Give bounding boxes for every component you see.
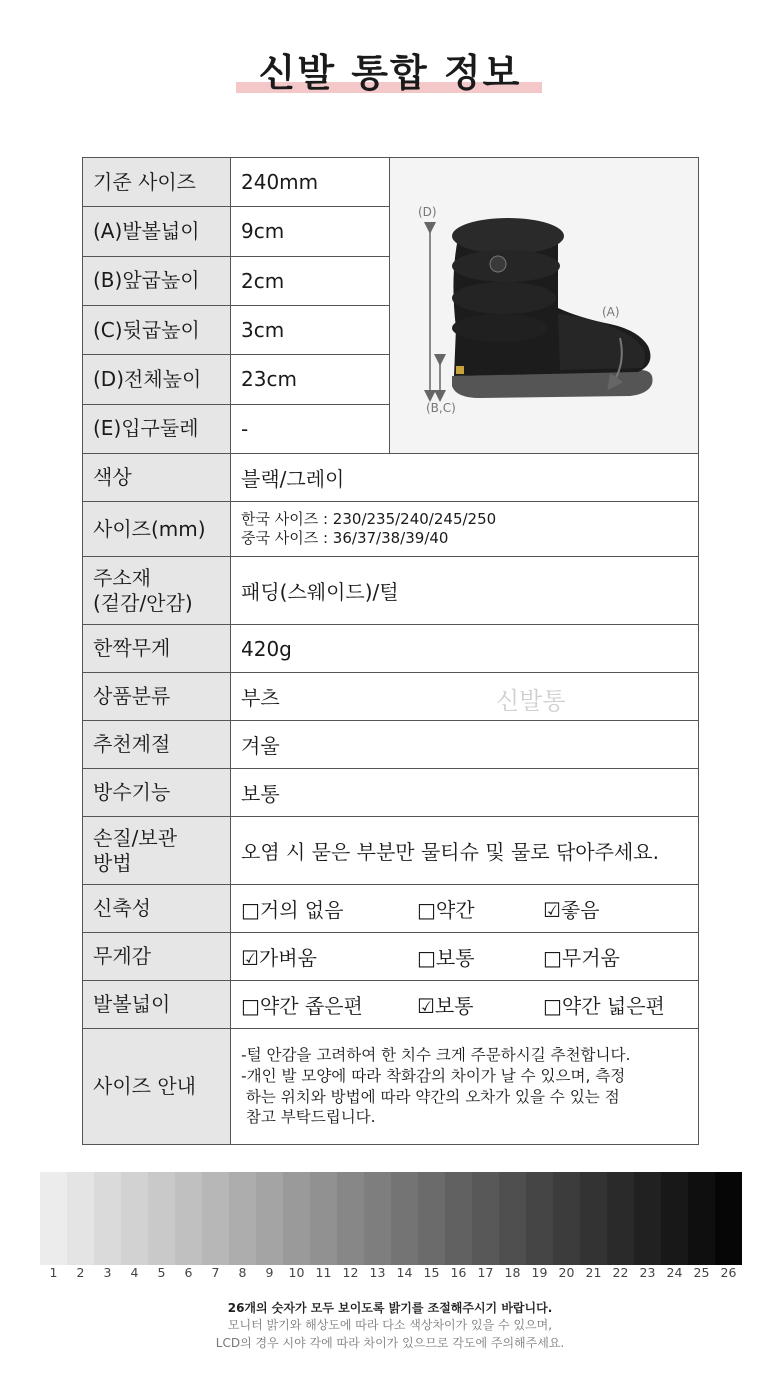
width-option-wide: □약간 넓은편 — [543, 994, 665, 1018]
row-value: - — [231, 404, 390, 453]
gradient-swatch — [364, 1172, 391, 1265]
season-value: 겨울 — [231, 721, 699, 769]
gradient-number: 13 — [369, 1265, 386, 1280]
gradient-number: 19 — [531, 1265, 548, 1280]
table-row — [83, 885, 699, 933]
gradient-number: 1 — [49, 1265, 58, 1280]
gradient-swatch — [607, 1172, 634, 1265]
brightness-gradient — [40, 1172, 742, 1265]
gradient-number: 8 — [238, 1265, 247, 1280]
weight-label: 한짝무게 — [83, 625, 231, 673]
note-line-2: 모니터 밝기와 해상도에 따라 다소 색상차이가 있을 수 있으며, — [227, 1318, 553, 1333]
gradient-swatch — [661, 1172, 688, 1265]
boot-diagram-cell — [390, 158, 699, 454]
stretch-options — [231, 885, 699, 933]
table-row — [83, 673, 699, 721]
material-label-line2: (겉감/안감) — [93, 590, 193, 615]
gradient-swatch — [229, 1172, 256, 1265]
gradient-number: 24 — [666, 1265, 683, 1280]
page-title: 신발 통합 정보 — [258, 51, 522, 95]
gradient-number: 11 — [315, 1265, 332, 1280]
gradient-swatch — [472, 1172, 499, 1265]
category-label: 상품분류 — [83, 673, 231, 721]
width-option-normal: ☑보통 — [417, 994, 474, 1018]
table-row — [83, 981, 699, 1029]
row-value: 240mm — [231, 158, 390, 207]
gradient-number: 3 — [103, 1265, 112, 1280]
material-label — [83, 557, 231, 625]
material-label-line1: 주소재 — [93, 565, 151, 590]
row-value: 23cm — [231, 355, 390, 404]
gradient-swatch — [634, 1172, 661, 1265]
row-label: 기준 사이즈 — [83, 158, 231, 207]
label-d: (D) — [418, 205, 437, 219]
table-row — [83, 721, 699, 769]
row-label: (A)발볼넓이 — [83, 207, 231, 256]
weight-value: 420g — [231, 625, 699, 673]
gradient-number: 2 — [76, 1265, 85, 1280]
weight-option-heavy: □무거움 — [543, 946, 620, 970]
size-value — [231, 502, 699, 557]
gradient-number: 20 — [558, 1265, 575, 1280]
waterproof-label: 방수기능 — [83, 769, 231, 817]
title-wrap — [0, 42, 780, 97]
color-value: 블랙/그레이 — [231, 454, 699, 502]
gradient-number: 18 — [504, 1265, 521, 1280]
weight-option-normal: □보통 — [417, 946, 475, 970]
gradient-swatch — [499, 1172, 526, 1265]
gradient-number: 17 — [477, 1265, 494, 1280]
note-line-1: 26개의 숫자가 모두 보이도록 밝기를 조절해주시기 바랍니다. — [227, 1301, 553, 1315]
width-options — [231, 981, 699, 1029]
care-label-line2: 방법 — [93, 850, 132, 875]
boot-tag — [456, 366, 464, 374]
row-label: (D)전체높이 — [83, 355, 231, 404]
stretch-option-slight: □약간 — [417, 898, 475, 922]
table-row — [83, 1029, 699, 1145]
table-row — [83, 502, 699, 557]
boot-diagram — [390, 158, 698, 448]
size-guide-line: 하는 위치와 방법에 따라 약간의 오차가 있을 수 있는 점 — [241, 1087, 620, 1106]
gradient-numbers — [40, 1265, 742, 1280]
gradient-swatch — [256, 1172, 283, 1265]
gradient-swatch — [580, 1172, 607, 1265]
row-label: (B)앞굽높이 — [83, 256, 231, 305]
gradient-swatch — [202, 1172, 229, 1265]
boot-puff — [452, 314, 548, 342]
gradient-number: 9 — [265, 1265, 274, 1280]
width-label: 발볼넓이 — [83, 981, 231, 1029]
gradient-swatch — [175, 1172, 202, 1265]
care-label-line1: 손질/보관 — [93, 825, 178, 850]
gradient-swatch — [553, 1172, 580, 1265]
size-korean: 한국 사이즈 : 230/235/240/245/250 — [241, 509, 497, 528]
note-line-3: LCD의 경우 시야 각에 따라 차이가 있으므로 각도에 주의해주세요. — [215, 1335, 565, 1350]
stretch-label: 신축성 — [83, 885, 231, 933]
care-label — [83, 817, 231, 885]
gradient-number: 10 — [288, 1265, 305, 1280]
table-row — [83, 557, 699, 625]
size-chinese: 중국 사이즈 : 36/37/38/39/40 — [241, 529, 449, 547]
gradient-swatch — [337, 1172, 364, 1265]
monitor-notes — [0, 1300, 780, 1352]
gradient-number: 6 — [184, 1265, 193, 1280]
weight-option-light: ☑가벼움 — [241, 946, 317, 970]
gradient-number: 15 — [423, 1265, 440, 1280]
color-label: 색상 — [83, 454, 231, 502]
gradient-number: 5 — [157, 1265, 166, 1280]
waterproof-value: 보통 — [231, 769, 699, 817]
table-row — [83, 817, 699, 885]
row-value: 2cm — [231, 256, 390, 305]
table-row — [83, 158, 699, 207]
category-value — [231, 673, 699, 721]
boot-puff — [452, 282, 556, 314]
stretch-option-good: ☑좋음 — [543, 898, 600, 922]
gradient-swatch — [688, 1172, 715, 1265]
size-guide-line: -털 안감을 고려하여 한 치수 크게 주문하시길 추천합니다. — [241, 1045, 631, 1064]
table-row — [83, 933, 699, 981]
gradient-swatch — [391, 1172, 418, 1265]
gradient-swatch — [67, 1172, 94, 1265]
gradient-number: 22 — [612, 1265, 629, 1280]
gradient-number: 14 — [396, 1265, 413, 1280]
row-label: (C)뒷굽높이 — [83, 305, 231, 354]
gradient-swatch — [526, 1172, 553, 1265]
gradient-number: 16 — [450, 1265, 467, 1280]
gradient-swatch — [283, 1172, 310, 1265]
stretch-option-none: □거의 없음 — [241, 898, 344, 922]
gradient-number: 21 — [585, 1265, 602, 1280]
care-value: 오염 시 묻은 부분만 물티슈 및 물로 닦아주세요. — [231, 817, 699, 885]
category-text: 부츠 — [241, 686, 280, 710]
gradient-swatch — [310, 1172, 337, 1265]
gradient-swatch — [148, 1172, 175, 1265]
row-value: 9cm — [231, 207, 390, 256]
weight-feel-label: 무게감 — [83, 933, 231, 981]
spec-table — [82, 157, 699, 1145]
material-value: 패딩(스웨이드)/털 — [231, 557, 699, 625]
gradient-swatch — [445, 1172, 472, 1265]
size-guide-line: -개인 발 모양에 따라 착화감의 차이가 날 수 있으며, 측정 — [241, 1066, 626, 1085]
gradient-swatch — [121, 1172, 148, 1265]
label-bc: (B,C) — [426, 401, 456, 415]
width-option-narrow: □약간 좁은편 — [241, 994, 363, 1018]
table-row — [83, 454, 699, 502]
gradient-number: 12 — [342, 1265, 359, 1280]
size-label: 사이즈(mm) — [83, 502, 231, 557]
gradient-number: 4 — [130, 1265, 139, 1280]
boot-puff — [452, 218, 564, 254]
watermark: 신발통 — [496, 687, 566, 715]
weight-feel-options — [231, 933, 699, 981]
gradient-number: 25 — [693, 1265, 710, 1280]
boot-logo — [490, 256, 506, 272]
gradient-swatch — [715, 1172, 742, 1265]
gradient-swatch — [40, 1172, 67, 1265]
size-guide-text — [231, 1029, 699, 1145]
gradient-number: 26 — [720, 1265, 737, 1280]
gradient-swatch — [418, 1172, 445, 1265]
label-a: (A) — [602, 305, 620, 319]
gradient-number: 23 — [639, 1265, 656, 1280]
season-label: 추천계절 — [83, 721, 231, 769]
table-row — [83, 625, 699, 673]
gradient-number: 7 — [211, 1265, 220, 1280]
size-guide-line: 참고 부탁드립니다. — [241, 1108, 376, 1127]
row-value: 3cm — [231, 305, 390, 354]
size-guide-label: 사이즈 안내 — [83, 1029, 231, 1145]
row-label: (E)입구둘레 — [83, 404, 231, 453]
gradient-swatch — [94, 1172, 121, 1265]
table-row — [83, 769, 699, 817]
